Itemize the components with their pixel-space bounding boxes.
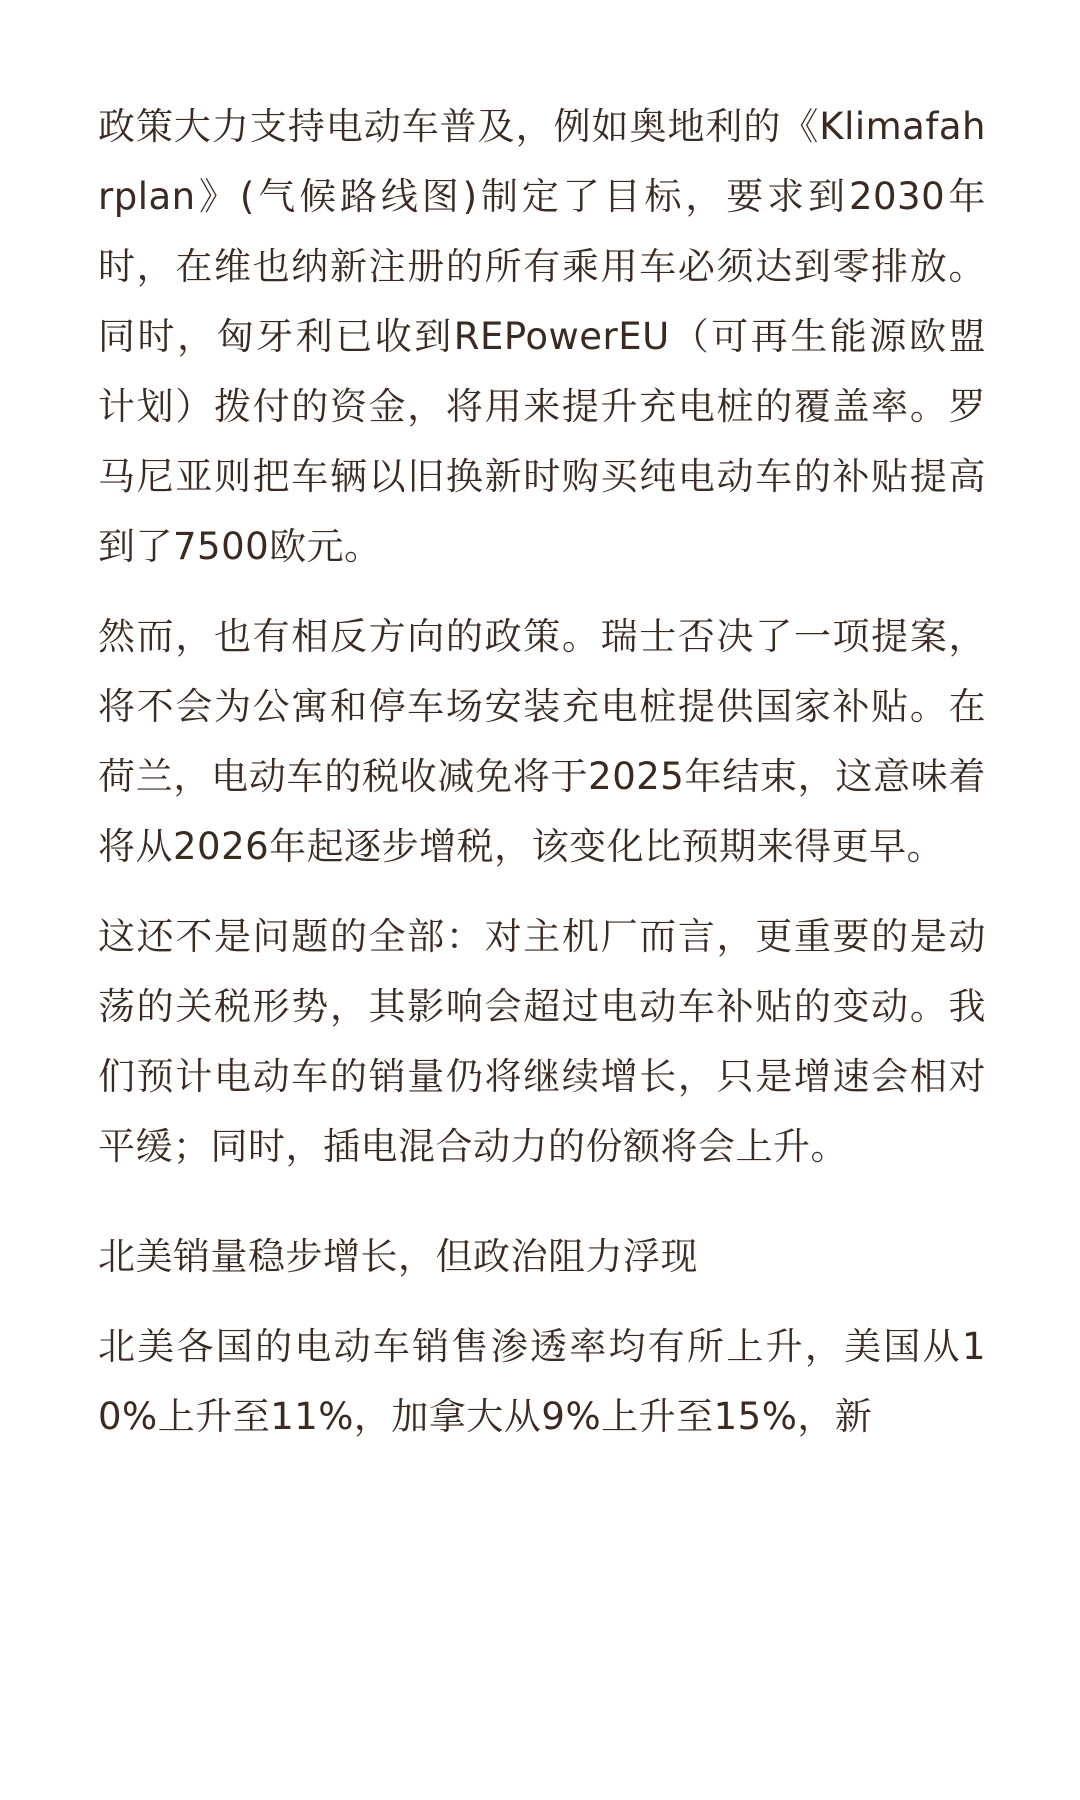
section-heading-north-america: 北美销量稳步增长，但政治阻力浮现 (98, 1235, 698, 1278)
article-body (98, 92, 986, 1452)
paragraph-north-america-sales: 北美各国的电动车销售渗透率均有所上升，美国从10%上升至11%，加拿大从9%上升至15%，新 (98, 1325, 986, 1438)
paragraph-policy-support: 政策大力支持电动车普及，例如奥地利的《Klimafahrplan》(气候路线图)制定了目标，要求到2030年时，在维也纳新注册的所有乘用车必须达到零排放。同时，匈牙利已收到REPowerEU（可再生能源欧盟计划）拨付的资金，将用来提升充电桩的覆盖率。罗马尼亚则把车辆以旧换新时购买纯电动车的补贴提高到了7500欧元。 (98, 105, 986, 568)
paragraph-tariff-outlook: 这还不是问题的全部：对主机厂而言，更重要的是动荡的关税形势，其影响会超过电动车补贴的变动。我们预计电动车的销量仍将继续增长，只是增速会相对平缓；同时，插电混合动力的份额将会上升。 (98, 915, 986, 1168)
paragraph-opposite-policies: 然而，也有相反方向的政策。瑞士否决了一项提案，将不会为公寓和停车场安装充电桩提供国家补贴。在荷兰，电动车的税收减免将于2025年结束，这意味着将从2026年起逐步增税，该变化比预期来得更早。 (98, 615, 986, 868)
